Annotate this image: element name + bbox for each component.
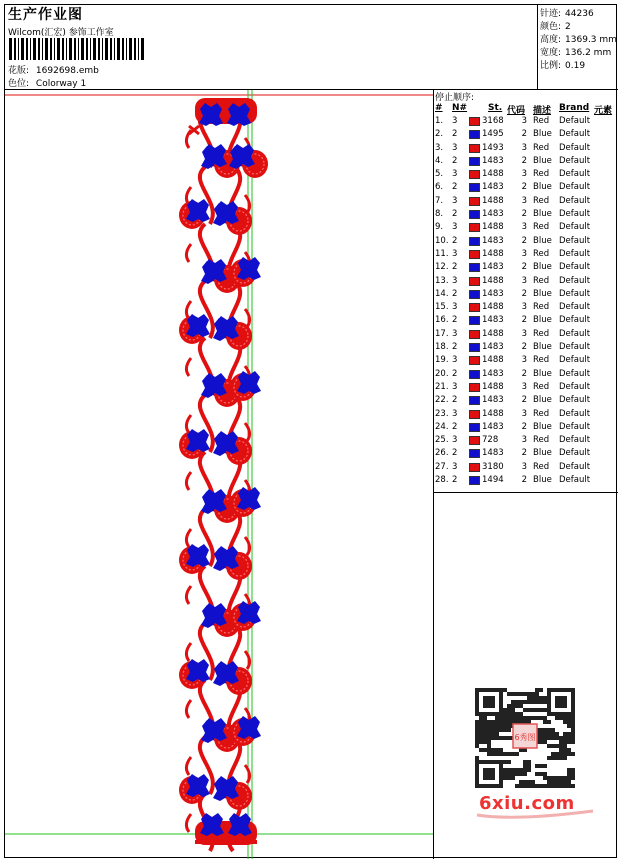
row-index: 8. <box>435 209 444 220</box>
row-description: Red <box>533 408 550 419</box>
color-swatch <box>469 183 480 192</box>
row-index: 14. <box>435 288 449 299</box>
color-swatch <box>469 157 480 166</box>
row-needle: 2 <box>452 421 458 432</box>
row-stitches: 1483 <box>482 368 504 379</box>
table-row <box>434 248 618 261</box>
row-stitches: 1483 <box>482 209 504 220</box>
qr-code <box>472 686 578 790</box>
row-needle: 3 <box>452 381 458 392</box>
row-description: Blue <box>533 235 552 246</box>
table-row <box>434 221 618 234</box>
table-row <box>434 115 618 128</box>
embroidery-design <box>5 90 433 859</box>
row-description: Red <box>533 328 550 339</box>
row-brand: Default <box>559 129 591 140</box>
row-code: 2 <box>521 235 527 246</box>
stat-colors: 颜色: 2 <box>540 22 571 32</box>
row-code: 2 <box>521 395 527 406</box>
row-description: Blue <box>533 182 552 193</box>
stat-stitches: 针迹: 44236 <box>540 9 594 19</box>
design-preview <box>5 90 433 859</box>
row-description: Red <box>533 381 550 392</box>
row-stitches: 1483 <box>482 315 504 326</box>
row-code: 2 <box>521 421 527 432</box>
row-needle: 3 <box>452 461 458 472</box>
row-stitches: 1488 <box>482 195 504 206</box>
row-stitches: 1488 <box>482 248 504 259</box>
row-description: Blue <box>533 315 552 326</box>
row-stitches: 728 <box>482 435 499 446</box>
color-swatch <box>469 210 480 219</box>
color-swatch <box>469 144 480 153</box>
row-code: 2 <box>521 368 527 379</box>
row-description: Red <box>533 222 550 233</box>
row-description: Blue <box>533 395 552 406</box>
col-header-code: 代码 <box>507 106 526 116</box>
row-description: Red <box>533 302 550 313</box>
color-swatch <box>469 290 480 299</box>
barcode <box>9 38 145 60</box>
table-row <box>434 168 618 181</box>
row-brand: Default <box>559 288 591 299</box>
row-needle: 3 <box>452 435 458 446</box>
table-row <box>434 408 618 421</box>
row-code: 3 <box>521 248 527 259</box>
color-swatch <box>469 263 480 272</box>
row-stitches: 1488 <box>482 408 504 419</box>
row-code: 3 <box>521 275 527 286</box>
row-code: 3 <box>521 142 527 153</box>
row-index: 4. <box>435 155 444 166</box>
row-stitches: 1483 <box>482 182 504 193</box>
production-sheet <box>4 4 617 858</box>
table-row <box>434 314 618 327</box>
row-stitches: 1483 <box>482 448 504 459</box>
color-swatch <box>469 170 480 179</box>
row-stitches: 1494 <box>482 475 504 486</box>
row-stitches: 1483 <box>482 262 504 273</box>
embroidery-motif <box>179 98 268 851</box>
row-needle: 3 <box>452 142 458 153</box>
table-row <box>434 328 618 341</box>
row-needle: 3 <box>452 408 458 419</box>
row-stitches: 1495 <box>482 129 504 140</box>
design-stats <box>537 5 618 89</box>
color-swatch <box>469 197 480 206</box>
row-code: 2 <box>521 155 527 166</box>
row-code: 2 <box>521 475 527 486</box>
row-index: 16. <box>435 315 449 326</box>
row-description: Red <box>533 169 550 180</box>
color-swatch <box>469 316 480 325</box>
row-needle: 2 <box>452 129 458 140</box>
color-swatch <box>469 356 480 365</box>
row-stitches: 1483 <box>482 342 504 353</box>
row-brand: Default <box>559 368 591 379</box>
row-index: 19. <box>435 355 449 366</box>
row-needle: 3 <box>452 328 458 339</box>
row-description: Red <box>533 275 550 286</box>
row-code: 2 <box>521 209 527 220</box>
row-needle: 2 <box>452 288 458 299</box>
table-row <box>434 474 618 487</box>
row-needle: 3 <box>452 275 458 286</box>
row-description: Red <box>533 248 550 259</box>
row-brand: Default <box>559 142 591 153</box>
row-description: Blue <box>533 209 552 220</box>
row-stitches: 1483 <box>482 288 504 299</box>
row-brand: Default <box>559 169 591 180</box>
row-brand: Default <box>559 328 591 339</box>
col-header-index: # <box>435 103 443 113</box>
table-row <box>434 208 618 221</box>
header-info <box>5 5 538 89</box>
table-row <box>434 354 618 367</box>
row-needle: 2 <box>452 395 458 406</box>
row-index: 25. <box>435 435 449 446</box>
table-bottom-rule <box>434 492 618 493</box>
design-file-line <box>8 63 99 76</box>
table-row <box>434 235 618 248</box>
row-description: Red <box>533 195 550 206</box>
row-brand: Default <box>559 116 591 126</box>
row-brand: Default <box>559 262 591 273</box>
row-stitches: 1488 <box>482 381 504 392</box>
color-swatch <box>469 117 480 126</box>
color-swatch <box>469 423 480 432</box>
table-row <box>434 261 618 274</box>
row-stitches: 3168 <box>482 116 504 126</box>
row-index: 7. <box>435 195 444 206</box>
stat-scale: 比例: 0.19 <box>540 61 586 71</box>
company-name: Wilcom(汇宏) 参饰工作室 <box>8 28 114 38</box>
row-index: 5. <box>435 169 444 180</box>
row-brand: Default <box>559 315 591 326</box>
row-stitches: 1488 <box>482 169 504 180</box>
row-stitches: 1493 <box>482 142 504 153</box>
color-swatch <box>469 449 480 458</box>
row-stitches: 1488 <box>482 275 504 286</box>
row-brand: Default <box>559 248 591 259</box>
color-swatch <box>469 476 480 485</box>
row-needle: 3 <box>452 222 458 233</box>
row-brand: Default <box>559 182 591 193</box>
col-header-needle: N# <box>452 103 468 113</box>
table-row <box>434 394 618 407</box>
design-file-label: 花版: <box>8 66 30 76</box>
table-row <box>434 155 618 168</box>
table-row <box>434 288 618 301</box>
row-code: 2 <box>521 315 527 326</box>
row-index: 1. <box>435 116 444 126</box>
color-swatch <box>469 250 480 259</box>
col-header-element: 元素 <box>594 106 613 116</box>
row-index: 23. <box>435 408 449 419</box>
table-row <box>434 275 618 288</box>
colorway-label: 色位: <box>8 79 30 89</box>
row-index: 2. <box>435 129 444 140</box>
row-description: Red <box>533 461 550 472</box>
row-index: 3. <box>435 142 444 153</box>
row-needle: 2 <box>452 235 458 246</box>
row-code: 3 <box>521 169 527 180</box>
row-index: 27. <box>435 461 449 472</box>
row-description: Red <box>533 116 550 126</box>
row-brand: Default <box>559 355 591 366</box>
col-header-stitches: St. <box>488 103 503 113</box>
row-code: 2 <box>521 288 527 299</box>
row-stitches: 1483 <box>482 155 504 166</box>
color-swatch <box>469 343 480 352</box>
row-needle: 3 <box>452 302 458 313</box>
table-row <box>434 195 618 208</box>
row-description: Blue <box>533 421 552 432</box>
row-needle: 2 <box>452 155 458 166</box>
row-index: 10. <box>435 235 449 246</box>
table-row <box>434 368 618 381</box>
row-brand: Default <box>559 421 591 432</box>
row-stitches: 1488 <box>482 222 504 233</box>
stat-width: 宽度: 136.2 mm <box>540 48 612 58</box>
row-brand: Default <box>559 461 591 472</box>
row-brand: Default <box>559 342 591 353</box>
row-needle: 3 <box>452 116 458 126</box>
row-stitches: 1483 <box>482 395 504 406</box>
table-row <box>434 381 618 394</box>
color-swatch <box>469 436 480 445</box>
row-needle: 3 <box>452 355 458 366</box>
row-index: 28. <box>435 475 449 486</box>
row-description: Blue <box>533 129 552 140</box>
row-code: 3 <box>521 355 527 366</box>
colorway-name: Colorway 1 <box>35 79 87 89</box>
row-index: 11. <box>435 248 449 259</box>
color-swatch <box>469 330 480 339</box>
table-row <box>434 421 618 434</box>
row-index: 15. <box>435 302 449 313</box>
row-needle: 2 <box>452 182 458 193</box>
row-brand: Default <box>559 195 591 206</box>
row-description: Blue <box>533 342 552 353</box>
table-row <box>434 181 618 194</box>
svg-text:6秀图: 6秀图 <box>514 733 536 742</box>
color-swatch <box>469 383 480 392</box>
row-stitches: 1483 <box>482 421 504 432</box>
row-needle: 2 <box>452 475 458 486</box>
row-description: Blue <box>533 155 552 166</box>
row-index: 12. <box>435 262 449 273</box>
row-description: Blue <box>533 475 552 486</box>
row-needle: 2 <box>452 342 458 353</box>
color-swatch <box>469 223 480 232</box>
row-description: Blue <box>533 262 552 273</box>
row-index: 24. <box>435 421 449 432</box>
row-brand: Default <box>559 395 591 406</box>
row-needle: 3 <box>452 169 458 180</box>
row-index: 9. <box>435 222 444 233</box>
row-description: Red <box>533 142 550 153</box>
stat-height: 高度: 1369.3 mm <box>540 35 617 45</box>
color-swatch <box>469 130 480 139</box>
row-index: 22. <box>435 395 449 406</box>
row-needle: 2 <box>452 368 458 379</box>
col-header-brand: Brand <box>559 103 590 113</box>
color-swatch <box>469 410 480 419</box>
row-code: 3 <box>521 408 527 419</box>
row-code: 3 <box>521 435 527 446</box>
color-swatch <box>469 303 480 312</box>
row-brand: Default <box>559 302 591 313</box>
row-code: 2 <box>521 448 527 459</box>
table-row <box>434 434 618 447</box>
table-row <box>434 341 618 354</box>
row-stitches: 1488 <box>482 302 504 313</box>
row-brand: Default <box>559 209 591 220</box>
row-needle: 2 <box>452 315 458 326</box>
row-code: 3 <box>521 195 527 206</box>
row-description: Blue <box>533 448 552 459</box>
row-stitches: 1488 <box>482 355 504 366</box>
row-brand: Default <box>559 408 591 419</box>
row-index: 26. <box>435 448 449 459</box>
table-row <box>434 301 618 314</box>
row-code: 3 <box>521 302 527 313</box>
row-brand: Default <box>559 475 591 486</box>
color-swatch <box>469 237 480 246</box>
row-needle: 2 <box>452 262 458 273</box>
row-description: Red <box>533 435 550 446</box>
table-row <box>434 142 618 155</box>
color-swatch <box>469 277 480 286</box>
row-brand: Default <box>559 222 591 233</box>
row-index: 20. <box>435 368 449 379</box>
row-needle: 2 <box>452 448 458 459</box>
row-needle: 3 <box>452 248 458 259</box>
color-swatch <box>469 396 480 405</box>
row-index: 17. <box>435 328 449 339</box>
row-code: 3 <box>521 116 527 126</box>
row-index: 6. <box>435 182 444 193</box>
row-brand: Default <box>559 381 591 392</box>
row-stitches: 3180 <box>482 461 504 472</box>
row-description: Blue <box>533 288 552 299</box>
row-brand: Default <box>559 448 591 459</box>
table-row <box>434 461 618 474</box>
row-code: 2 <box>521 182 527 193</box>
table-row <box>434 128 618 141</box>
row-code: 2 <box>521 129 527 140</box>
row-needle: 2 <box>452 209 458 220</box>
design-file-name: 1692698.emb <box>35 66 99 76</box>
row-code: 3 <box>521 328 527 339</box>
page-title: 生产作业图 <box>8 7 83 23</box>
row-code: 3 <box>521 381 527 392</box>
sequence-title: 停止顺序: <box>435 93 475 103</box>
color-swatch <box>469 463 480 472</box>
row-code: 2 <box>521 262 527 273</box>
colorway-line <box>8 76 86 89</box>
row-stitches: 1483 <box>482 235 504 246</box>
row-description: Red <box>533 355 550 366</box>
row-needle: 3 <box>452 195 458 206</box>
row-index: 13. <box>435 275 449 286</box>
row-stitches: 1488 <box>482 328 504 339</box>
row-code: 2 <box>521 342 527 353</box>
row-code: 3 <box>521 461 527 472</box>
row-brand: Default <box>559 155 591 166</box>
row-index: 21. <box>435 381 449 392</box>
color-swatch <box>469 370 480 379</box>
sequence-rows <box>434 115 618 487</box>
row-brand: Default <box>559 235 591 246</box>
row-brand: Default <box>559 275 591 286</box>
row-index: 18. <box>435 342 449 353</box>
row-code: 3 <box>521 222 527 233</box>
watermark-site: 6xiu.com <box>479 793 575 814</box>
col-header-description: 描述 <box>533 106 552 116</box>
row-description: Blue <box>533 368 552 379</box>
row-brand: Default <box>559 435 591 446</box>
table-row <box>434 447 618 460</box>
